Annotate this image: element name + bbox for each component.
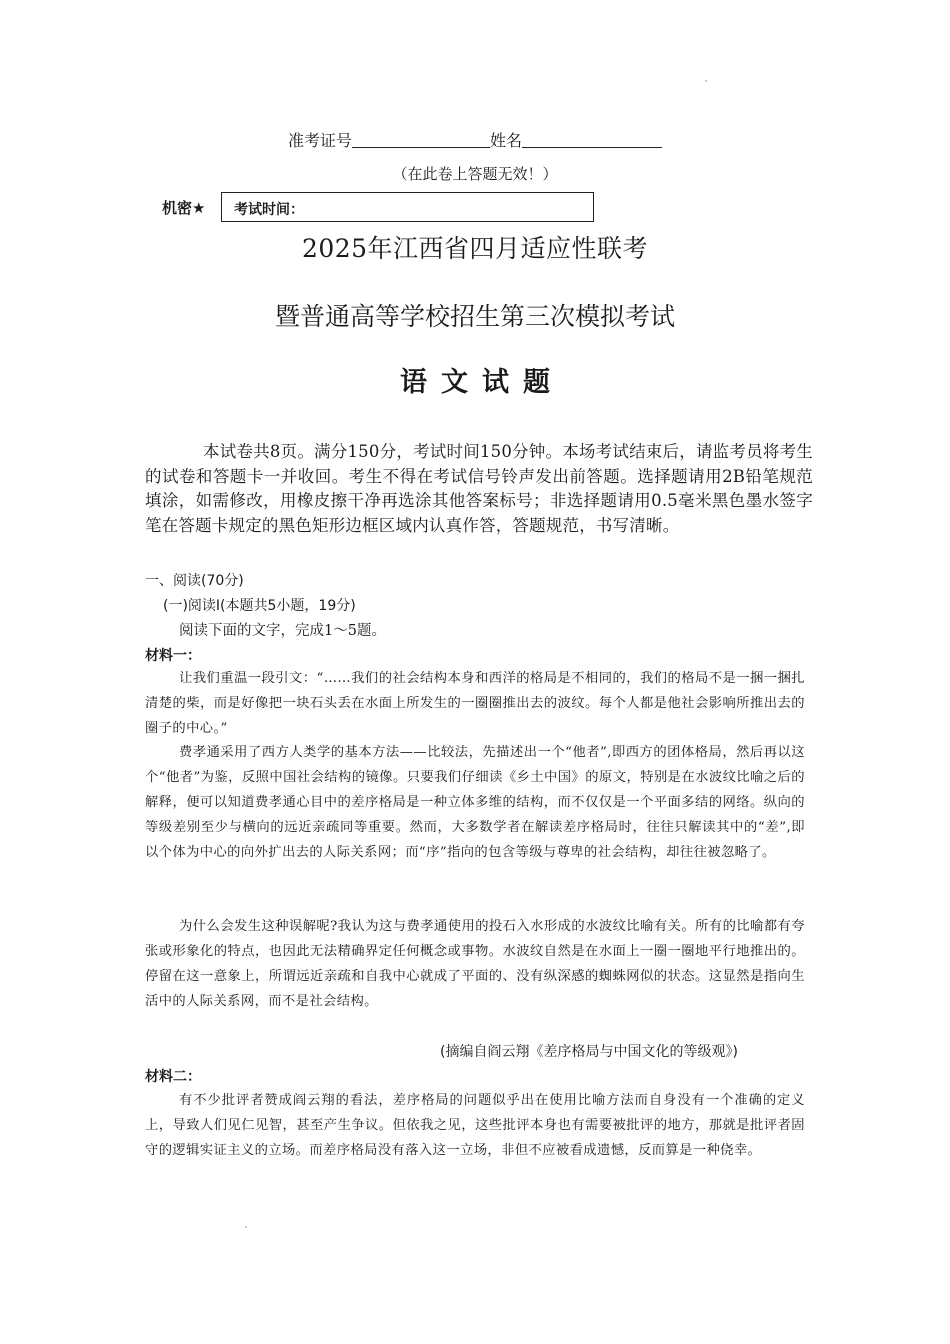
exam-instructions: 本试卷共8页。满分150分，考试时间150分钟。本场考试结束后，请监考员将考生的试卷和答题卡一并收回。考生不得在考试信号铃声发出前答题。选择题请用2B铅笔规范填涂，如需修改，用橡皮擦干净再选涂其他答案标号；非选择题请用0.5毫米黑色墨水签字笔在答题卡规定的黑色矩形边框区域内认真作答，答题规范，书写清晰。: [145, 442, 813, 535]
name-blank[interactable]: [522, 131, 662, 148]
material-1-paragraph-2: 费孝通采用了西方人类学的基本方法——比较法，先描述出一个“他者”,即西方的团体格局，然后再以这个“他者”为鉴，反照中国社会结构的镜像。只要我们仔细读《乡土中国》的原文，特别是在水波纹比喻之后的解释，便可以知道费孝通心目中的差序格局是一种立体多维的结构，而不仅仅是一个平面多结的网络。纵向的等级差别至少与横向的远近亲疏同等重要。然而，大多数学者在解读差序格局时，往往只解读其中的“差”,即以个体为中心的向外扩出去的人际关系网；而“序”指向的包含等级与尊卑的社会结构，却往往被忽略了。: [145, 745, 805, 860]
invalid-notice: （在此卷上答题无效！）: [392, 165, 558, 183]
material-1-paragraph-3: 为什么会发生这种误解呢?我认为这与费孝通使用的投石入水形成的水波纹比喻有关。所有的比喻都有夸张或形象化的特点，也因此无法精确界定任何概念或事物。水波纹自然是在水面上一圈一圈地平行地推出的。停留在这一意象上，所谓远近亲疏和自我中心就成了平面的、没有纵深感的蜘蛛网似的状态。这显然是指向生活中的人际关系网，而不是社会结构。: [145, 919, 805, 1009]
exam-time-box: [221, 192, 594, 222]
exam-time-label: 考试时间：: [234, 202, 304, 218]
confidential-label: 机密★: [162, 199, 206, 217]
exam-id-name-line: [0, 128, 950, 151]
scan-dot: [245, 1226, 247, 1228]
exam-id-label: 准考证号: [287, 131, 352, 150]
exam-title-line1: 2025年江西省四月适应性联考: [301, 234, 649, 263]
name-label: 姓名: [490, 131, 523, 150]
exam-title-line2: 暨普通高等学校招生第三次模拟考试: [274, 302, 675, 331]
material-1-label: 材料一：: [145, 648, 201, 664]
material-1-paragraph-1: 让我们重温一段引文：“……我们的社会结构本身和西洋的格局是不相同的，我们的格局不是一捆一捆扎清楚的柴，而是好像把一块石头丢在水面上所发生的一圈圈推出去的波纹。每个人都是他社会影响所推出去的圈子的中心。”: [145, 671, 805, 736]
reading-instruction: 阅读下面的文字，完成1～5题。: [179, 623, 386, 639]
subject-title: 语文试题: [400, 367, 564, 398]
scan-dot: [705, 80, 707, 82]
subsection-reading-1: (一)阅读Ⅰ(本题共5小题，19分): [163, 598, 356, 614]
exam-id-blank[interactable]: [352, 131, 490, 148]
material-1-source: (摘编自阎云翔《差序格局与中国文化的等级观》): [440, 1044, 738, 1060]
material-2-label: 材料二：: [145, 1069, 201, 1085]
section-reading: 一、阅读(70分): [145, 573, 244, 589]
material-2-paragraph-1: 有不少批评者赞成阎云翔的看法，差序格局的问题似乎出在使用比喻方法而自身没有一个准确的定义上，导致人们见仁见智，甚至产生争议。但依我之见，这些批评本身也有需要被批评的地方，那就是批评者固守的逻辑实证主义的立场。而差序格局没有落入这一立场，非但不应被看成遗憾，反而算是一种侥幸。: [145, 1093, 805, 1158]
